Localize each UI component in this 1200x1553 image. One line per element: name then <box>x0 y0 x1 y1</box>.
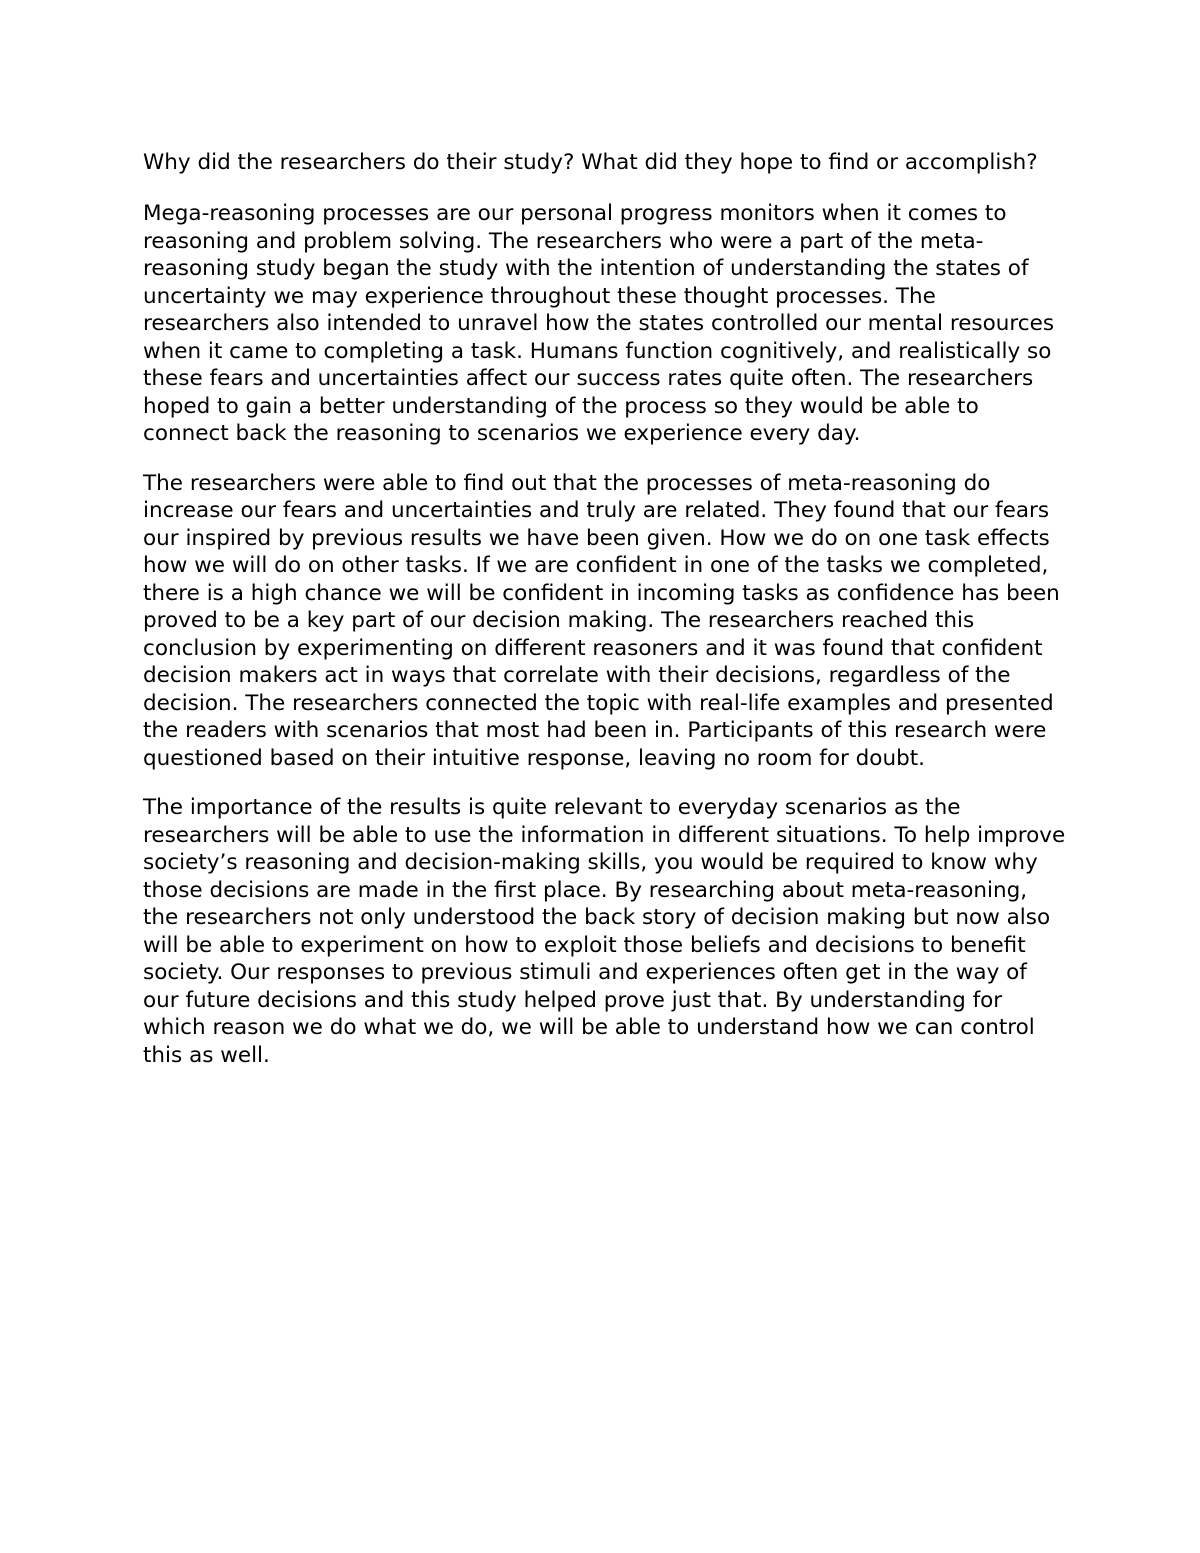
paragraph-1: Mega-reasoning processes are our personal progress monitors when it comes to reasoning and problem solving. The researchers who were a part of the meta-reasoning study began the study with the intention of understanding the states of uncertainty we may experience throughout these thought processes. The researchers also intended to unravel how the states controlled our mental resources when it came to completing a task. Humans function cognitively, and realistically so these fears and uncertainties affect our success rates quite often. The researchers hoped to gain a better understanding of the process so they would be able to connect back the reasoning to scenarios we experience every day. <box>143 201 1055 446</box>
document-body <box>143 146 1068 1091</box>
paragraph-2: The researchers were able to find out that the processes of meta-reasoning do increase our fears and uncertainties and truly are related. They found that our fears our inspired by previous results we have been given. How we do on one task effects how we will do on other tasks. If we are confident in one of the tasks we completed, there is a high chance we will be confident in incoming tasks as confidence has been proved to be a key part of our decision making. The researchers reached this conclusion by experimenting on different reasoners and it was found that confident decision makers act in ways that correlate with their decisions, regardless of the decision. The researchers connected the topic with real-life examples and presented the readers with scenarios that most had been in. Participants of this research were questioned based on their intuitive response, leaving no room for doubt. <box>143 470 1060 771</box>
paragraph-3: The importance of the results is quite relevant to everyday scenarios as the researchers will be able to use the information in different situations. To help improve society’s reasoning and decision-making skills, you would be required to know why those decisions are made in the first place. By researching about meta-reasoning, the researchers not only understood the back story of decision making but now also will be able to experiment on how to exploit those beliefs and decisions to benefit society. Our responses to previous stimuli and experiences often get in the way of our future decisions and this study helped prove just that. By understanding for which reason we do what we do, we will be able to understand how we can control this as well. <box>143 795 1066 1068</box>
question-heading: Why did the researchers do their study? What did they hope to find or accomplish? <box>143 150 1038 175</box>
